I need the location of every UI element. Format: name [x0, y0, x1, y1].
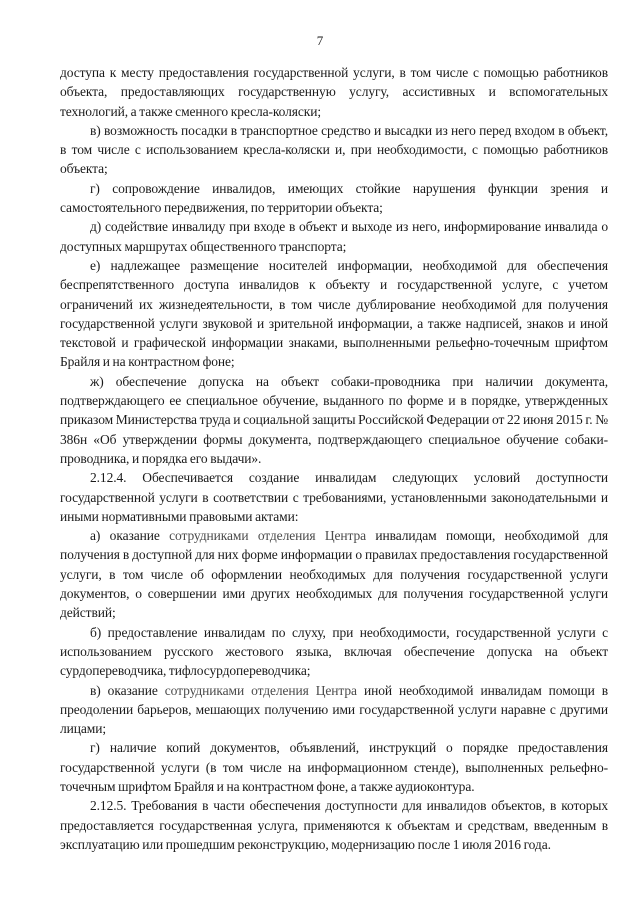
paragraph-e — [60, 256, 608, 372]
paragraph-text: доступа к месту предоставления государственной услуги, в том числе с помощью работников объекта, предоставляющих государственную услугу, ассистивных и вспомогательных технологий, а также сменного кресла-коляски; — [60, 65, 608, 119]
paragraph-text: 2.12.5. Требования в части обеспечения доступности для инвалидов объектов, в которых предоставляется государственная услуга, применяются к объектам и средствам, введенным в эксплуатацию или прошедшим реконструкцию, модернизацию после 1 июля 2016 года. — [60, 798, 608, 852]
paragraph-text: е) надлежащее размещение носителей информации, необходимой для обеспечения беспрепятственного доступа инвалидов к объекту и государственной услуге, с учетом ограничений их жизнедеятельности, в том числе дублирование необходимой для получения государственной услуги звуковой и зрительной информации, а также надписей, знаков и иной текстовой и графической информации знаками, выполненными рельефно-точечным шрифтом Брайля и на контрастном фоне; — [60, 257, 608, 370]
paragraph-text: иной необходимой инвалидам помощи в преодолении барьеров, мешающих получению ими государственной услуги наравне с другими лицами; — [60, 682, 608, 737]
paragraph-g2 — [60, 738, 608, 796]
paragraph-text: а) оказание — [90, 528, 170, 544]
paragraph-text: инвалидам помощи, необходимой для получения в доступной для них форме информации о правилах предоставления государственной услуги, в том числе об оформлении необходимых для получения государственной услуги документов, о совершении ими других необходимых для получения государственной услуги действий; — [60, 528, 608, 621]
paragraph-text: б) предоставление инвалидам по слуху, при необходимости, государственной услуги с использованием русского жестового языка, включая обеспечение допуска на объект сурдопереводчика, тифлосурдопереводчика; — [60, 624, 608, 679]
section-2-12-4 — [60, 468, 608, 526]
paragraph-b-continuation — [60, 63, 608, 121]
paragraph-g — [60, 179, 608, 218]
paragraph-text: г) сопровождение инвалидов, имеющих стойкие нарушения функции зрения и самостоятельного передвижения, по территории объекта; — [60, 180, 608, 216]
paragraph-v2 — [60, 681, 608, 739]
paragraph-zh — [60, 372, 608, 468]
paragraph-text: 2.12.4. Обеспечивается создание инвалидам следующих условий доступности государственной услуги в соответствии с требованиями, установленными законодательными и иными нормативными правовыми актами: — [60, 470, 608, 524]
paragraph-b — [60, 623, 608, 681]
paragraph-v — [60, 121, 608, 179]
paragraph-d — [60, 217, 608, 256]
page-number: 7 — [316, 33, 324, 48]
paragraph-text: ж) обеспечение допуска на объект собаки-проводника при наличии документа, подтверждающего ее специальное обучение, выданного по форме и в порядке, утвержденных приказом Министерства труда и социальной защиты Российской Федерации от 22 июня 2015 г. № 386н «Об утверждении формы документа, подтверждающего специальное обучение собаки-проводника, и порядка его выдачи». — [60, 373, 608, 466]
document-body — [60, 63, 608, 854]
paragraph-text: в) возможность посадки в транспортное средство и высадки из него перед входом в объект, в том числе с использованием кресла-коляски и, при необходимости, с помощью работников объекта; — [60, 122, 608, 177]
paragraph-text: в) оказание — [90, 682, 165, 698]
paragraph-text: г) наличие копий документов, объявлений, инструкций о порядке предоставления государственной услуги (в том числе на информационном стенде), выполненных рельефно-точечным шрифтом Брайля и на контрастном фоне, а также аудиоконтура. — [60, 740, 608, 794]
paragraph-a — [60, 526, 608, 622]
inserted-text: сотрудниками отделения Центра — [164, 682, 357, 698]
paragraph-text: д) содействие инвалиду при входе в объект и выходе из него, информирование инвалида о доступных маршрутах общественного транспорта; — [60, 219, 608, 254]
inserted-text: сотрудниками отделения Центра — [169, 528, 367, 544]
section-2-12-5 — [60, 796, 608, 854]
